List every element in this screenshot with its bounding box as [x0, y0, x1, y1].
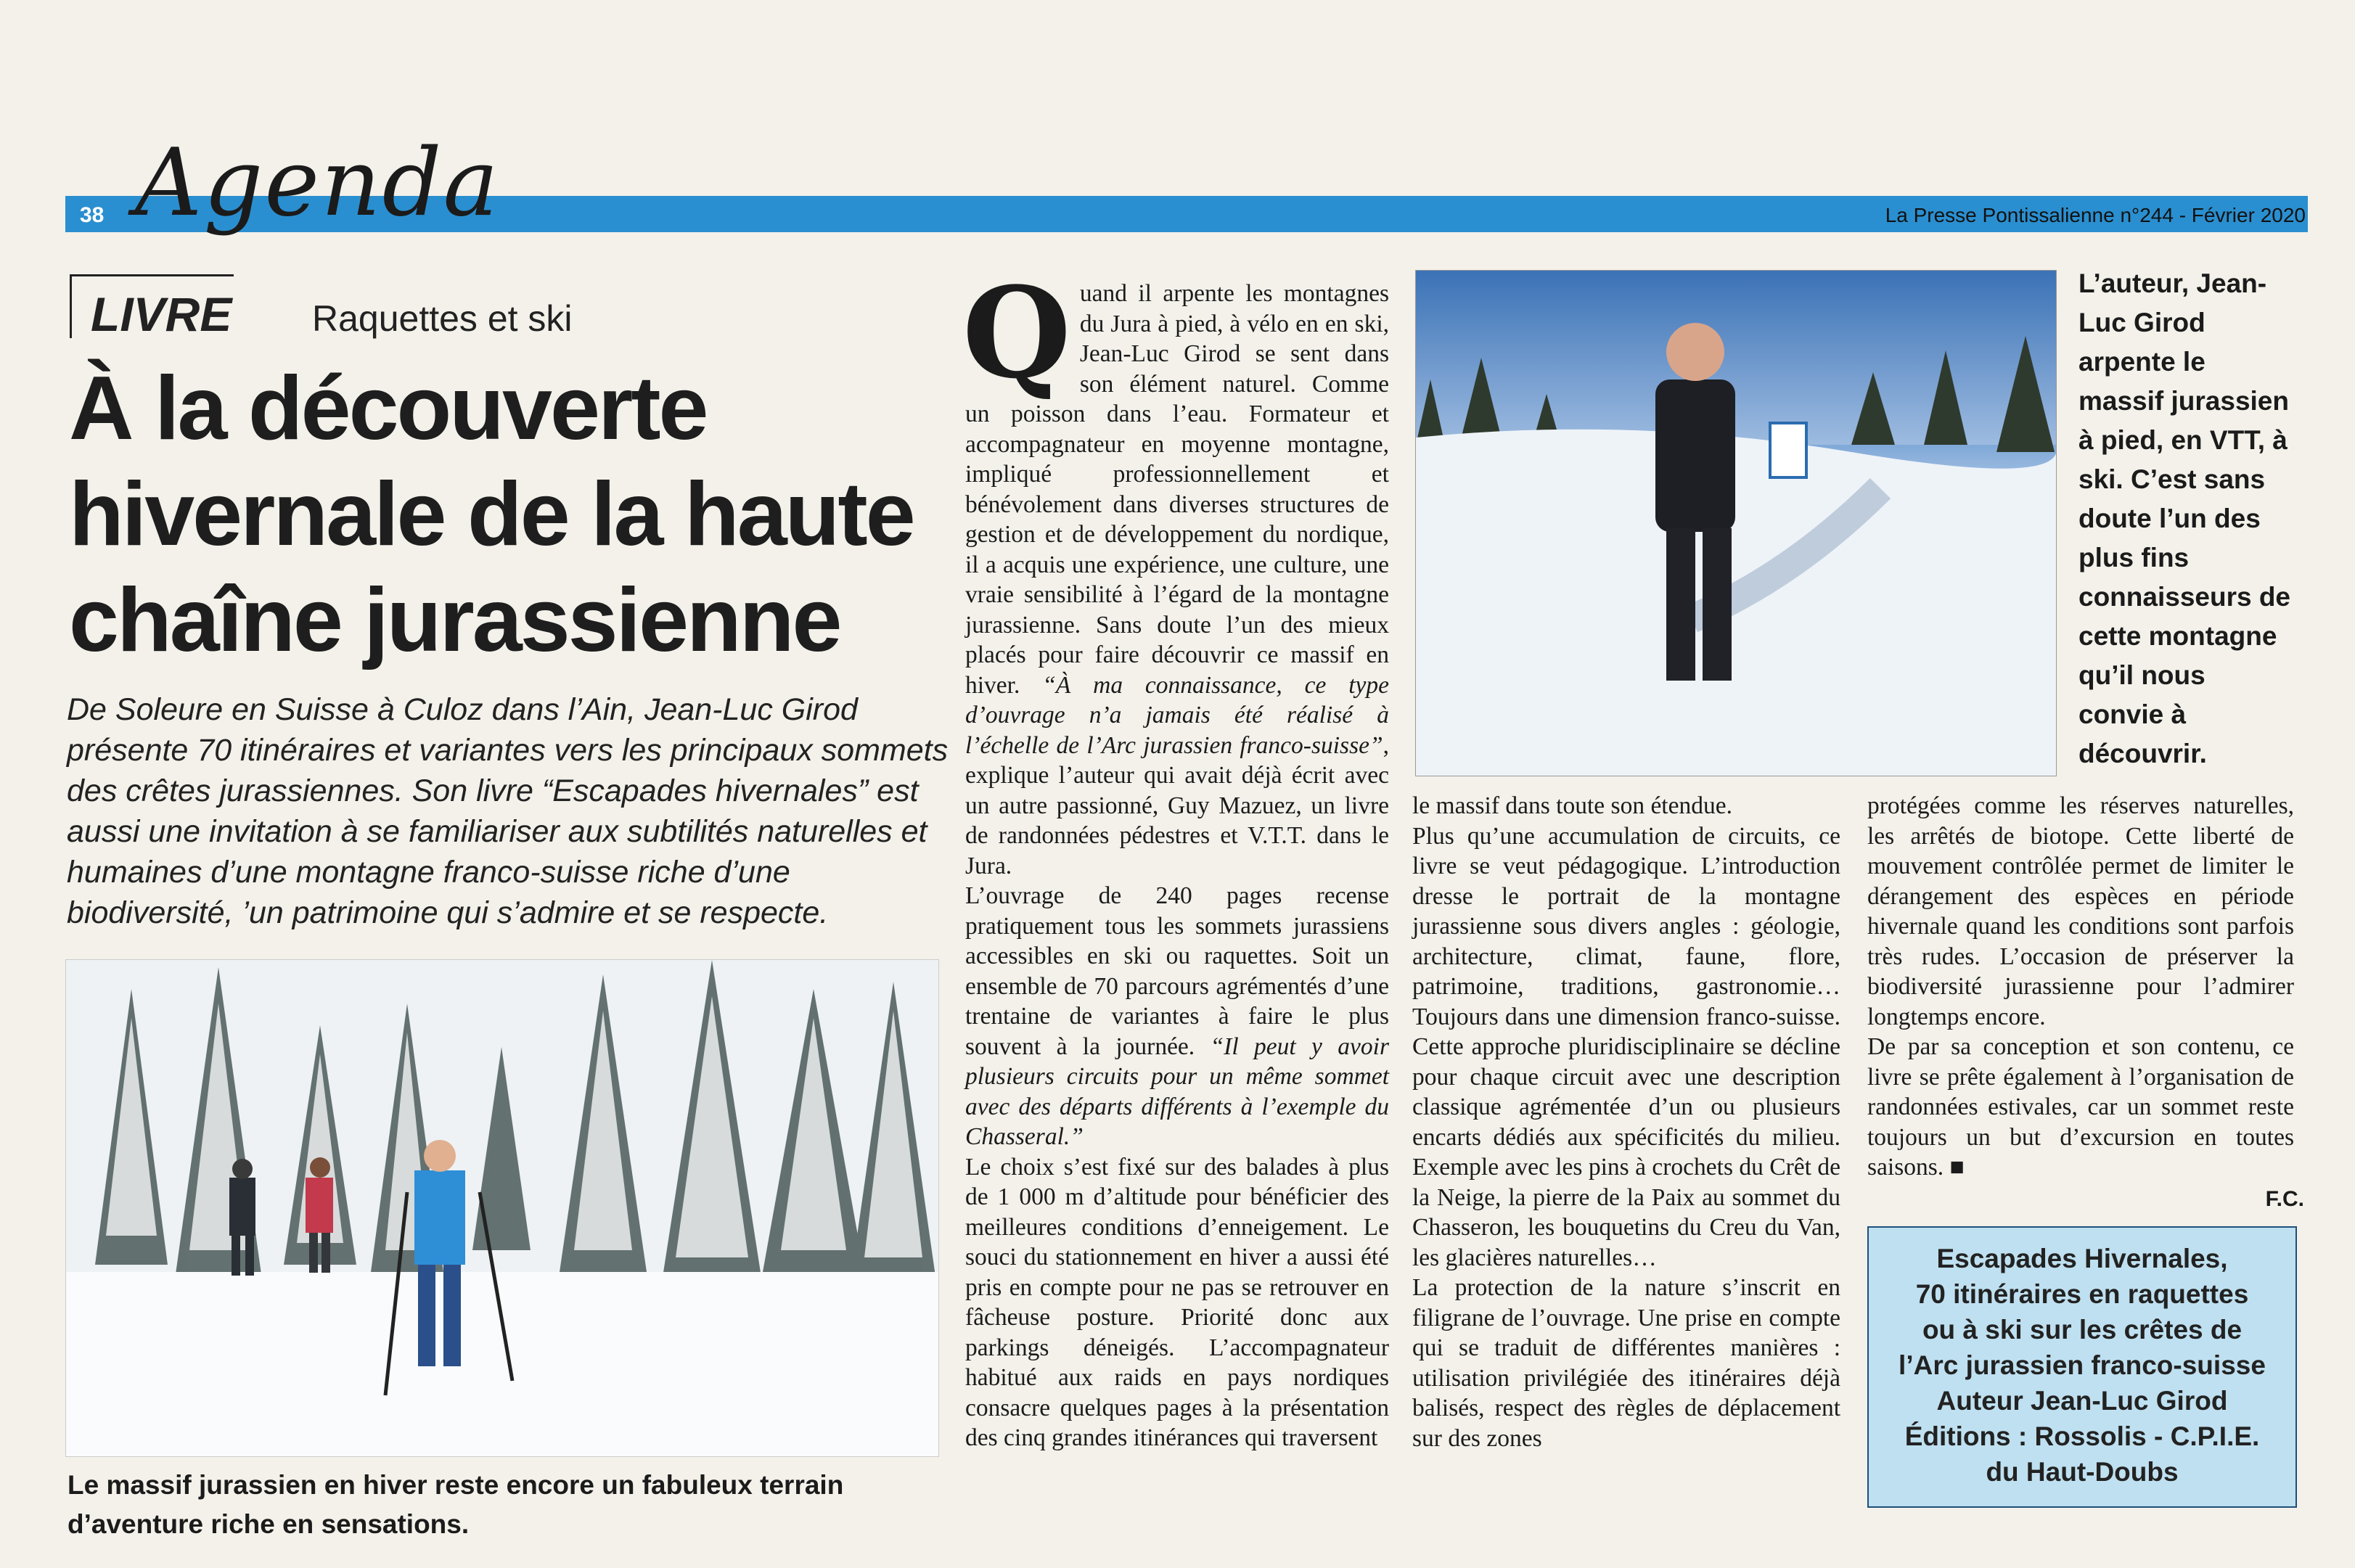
page-number: 38 [80, 203, 105, 227]
article-paragraph: La protection de la nature s’inscrit en filigrane de l’ouvrage. Une prise en compte qui se traduit de différentes manières : utilisation privilégiée des itinéraires déjà balisés, respect des règles de déplacement sur des zones [1412, 1274, 1840, 1452]
winter-forest-illustration [66, 960, 938, 1456]
author-photo-caption: L’auteur, Jean-Luc Girod arpente le massif jurassien à pied, en VTT, à ski. C’est sans doute l’un des plus fins connaisseurs de cette montagne qu’il nous convie à découvrir. [2078, 268, 2291, 768]
article-paragraph: Quand il arpente les montagnes du Jura à pied, à vélo en en ski, Jean-Luc Girod se sent dans son élément naturel. Comme un poisson dans l’eau. Formateur et accompagnateur en moyenne montagne, impliqué professionnellement et bénévolement dans diverses structures de gestion et de développement du nordique, il a acquis une expérience, une culture, une vraie sensibilité à l’égard de la montagne jurassienne. Sans doute l’un des mieux placés pour faire découvrir ce massif en hiver. “À ma connaissance, ce type d’ouvrage n’a jamais été réalisé à l’échelle de l’Arc jurassien franco-suisse”, explique l’auteur qui avait déjà écrit avec un autre passionné, Guy Mazuez, un livre de randonnées pédestres et V.T.T. dans le Jura. [962, 259, 1389, 879]
infobox-line: Auteur Jean-Luc Girod [1936, 1386, 2228, 1416]
article-paragraph: le massif dans toute son étendue. [1412, 792, 1732, 819]
photo-caption: Le massif jurassien en hiver reste encore un fabuleux terrain d’aventure riche en sensations. [67, 1470, 844, 1539]
article-intro: De Soleure en Suisse à Culoz dans l’Ain, Jean-Luc Girod présente 70 itinéraires et variantes vers les principaux sommets des crêtes jurassiennes. Son livre “Escapades hivernales” est aussi une invitation à se familiariser aux subtilités naturelles et humaines d’une montagne franco-suisse riche d’une biodiversité, ’un patrimoine qui s’admire et se respecte. [67, 692, 949, 930]
category-label: LIVRE [91, 287, 232, 341]
article-column-2 [1412, 791, 1840, 1453]
article-paragraph: L’ouvrage de 240 pages recense pratiquement tous les sommets jurassiens accessibles en ski ou raquettes. Soit un ensemble de 70 parcours agrémentés d’une trentaine de variantes à faire le plus souvent à la journée. “Il peut y avoir plusieurs circuits pour un même sommet avec des départs différents à l’exemple du Chasseral.” [965, 882, 1389, 1150]
infobox-line: l’Arc jurassien franco-suisse [1899, 1350, 2266, 1380]
quote: “Il peut y avoir plusieurs circuits pour un même sommet avec des départs différents à l’exemple du Chasseral.” [965, 1033, 1389, 1150]
headline-line-2: hivernale de la haute [69, 464, 914, 565]
drop-cap: Q [962, 259, 1071, 406]
publication-info: La Presse Pontissalienne n°244 - Février 2020 [1885, 204, 2306, 226]
subcategory-label: Raquettes et ski [312, 298, 573, 339]
article-column-3 [1867, 791, 2294, 1183]
article-column-1 [962, 259, 1389, 1453]
category-rule-horizontal [70, 274, 234, 276]
headline-line-3: chaîne jurassienne [69, 570, 840, 670]
infobox-line: ou à ski sur les crêtes de [1922, 1315, 2243, 1345]
article-paragraph: De par sa conception et son contenu, ce livre se prête également à l’organisation de randonnées estivales, car un sommet reste toujours un but d’excursion en toutes saisons. ■ [1867, 1033, 2294, 1181]
infobox-line: 70 itinéraires en raquettes [1915, 1279, 2249, 1309]
quote: “À ma connaissance, ce type d’ouvrage n’a jamais été réalisé à l’échelle de l’Arc jurassien franco-suisse” [965, 671, 1389, 759]
book-info-box [1867, 1226, 2297, 1508]
author-photo [1415, 270, 2057, 776]
article-paragraph: protégées comme les réserves naturelles, les arrêtés de biotope. Cette liberté de mouvement contrôlée permet de limiter le dérangement des espèces en période hivernale quand les conditions sont parfois très rudes. L’occasion de préserver la biodiversité jurassienne pour l’admirer longtemps encore. [1867, 792, 2294, 1030]
headline [69, 356, 962, 673]
article-paragraph: Le choix s’est fixé sur des balades à plus de 1 000 m d’altitude pour bénéficier des meilleures conditions d’enneigement. Le souci du stationnement en hiver a aussi été pris en compte pour ne pas se retrouver en fâcheuse posture. Priorité donc aux parkings déneigés. L’accompagnateur habitué aux raids en pays nordiques consacre quelques pages à la présentation des cinq grandes itinérances qui traversent [965, 1153, 1389, 1451]
headline-line-1: À la découverte [69, 358, 707, 459]
infobox-line: Éditions : Rossolis - C.P.I.E. [1904, 1421, 2260, 1451]
author-signature: F.C. [2265, 1187, 2304, 1211]
infobox-line: du Haut-Doubs [1986, 1457, 2179, 1487]
winter-forest-photo [65, 959, 939, 1457]
section-title: Agenda [135, 129, 500, 237]
infobox-line: Escapades Hivernales, [1936, 1244, 2228, 1273]
category-rule-vertical [70, 274, 72, 338]
author-illustration [1416, 271, 2056, 776]
article-paragraph: Plus qu’une accumulation de circuits, ce livre se veut pédagogique. L’introduction dresse le portrait de la montagne jurassienne sous divers angles : géologie, architecture, climat, faune, flore, patrimoine, traditions, gastronomie… Toujours dans une dimension franco-suisse. Cette approche pluridisciplinaire se décline pour chaque circuit avec une description classique agrémentée d’un ou plusieurs encarts dédiés aux spécificités du milieu. Exemple avec les pins à crochets du Crêt de la Neige, la pierre de la Paix au sommet du Chasseron, les bouquetins du Creu du Van, les glacières naturelles… [1412, 822, 1840, 1271]
